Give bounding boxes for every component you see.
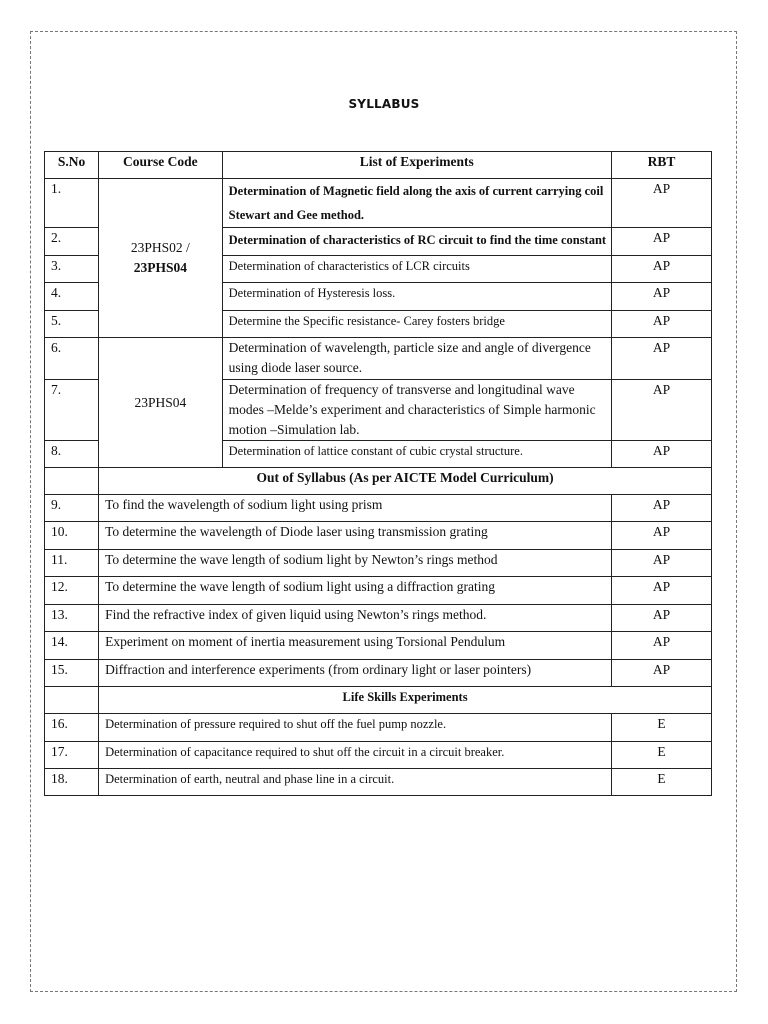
rbt-cell: AP bbox=[611, 577, 711, 605]
experiment-cell: Determination of characteristics of LCR circuits bbox=[222, 256, 611, 283]
row-sno: 8. bbox=[45, 441, 99, 468]
row-sno: 3. bbox=[45, 256, 99, 283]
rbt-cell: AP bbox=[611, 522, 711, 550]
rbt-cell: AP bbox=[611, 338, 711, 380]
experiment-cell: Determination of pressure required to shut off the fuel pump nozzle. bbox=[99, 714, 612, 742]
row-sno: 12. bbox=[45, 577, 99, 605]
experiment-cell: Determination of frequency of transverse and longitudinal wave modes –Melde’s experiment and characteristics of Simple harmonic motion –Simulation lab. bbox=[222, 380, 611, 441]
course-code-cell: 23PHS04 bbox=[99, 338, 223, 468]
rbt-cell: AP bbox=[611, 380, 711, 441]
section-heading-life-skills: Life Skills Experiments bbox=[99, 687, 712, 714]
experiment-cell: Determination of capacitance required to shut off the circuit in a circuit breaker. bbox=[99, 742, 612, 769]
rbt-cell: AP bbox=[611, 632, 711, 660]
table-row bbox=[45, 632, 712, 660]
course-code-line1: 23PHS02 / bbox=[130, 240, 190, 255]
row-sno: 18. bbox=[45, 769, 99, 796]
table-row bbox=[45, 550, 712, 577]
rbt-cell: AP bbox=[611, 550, 711, 577]
table-row bbox=[45, 605, 712, 632]
table-row bbox=[45, 714, 712, 742]
rbt-cell: AP bbox=[611, 256, 711, 283]
table-row bbox=[45, 495, 712, 522]
table-header-row bbox=[45, 152, 712, 179]
table-row bbox=[45, 742, 712, 769]
row-sno: 15. bbox=[45, 660, 99, 687]
table-row bbox=[45, 577, 712, 605]
section-heading-out-of-syllabus: Out of Syllabus (As per AICTE Model Curriculum) bbox=[99, 468, 712, 495]
rbt-cell: AP bbox=[611, 179, 711, 228]
experiment-cell: Diffraction and interference experiments (from ordinary light or laser pointers) bbox=[99, 660, 612, 687]
rbt-cell: AP bbox=[611, 495, 711, 522]
course-code-line2: 23PHS04 bbox=[133, 260, 187, 275]
experiment-cell: Determination of earth, neutral and phase line in a circuit. bbox=[99, 769, 612, 796]
row-sno: 11. bbox=[45, 550, 99, 577]
syllabus-table bbox=[44, 151, 712, 796]
row-sno: 1. bbox=[45, 179, 99, 228]
header-rbt: RBT bbox=[611, 152, 711, 179]
experiment-cell: Find the refractive index of given liquid using Newton’s rings method. bbox=[99, 605, 612, 632]
rbt-cell: E bbox=[611, 714, 711, 742]
experiment-cell: To find the wavelength of sodium light using prism bbox=[99, 495, 612, 522]
section-row bbox=[45, 687, 712, 714]
row-sno: 5. bbox=[45, 311, 99, 338]
row-sno: 6. bbox=[45, 338, 99, 380]
experiment-cell: Determine the Specific resistance- Carey fosters bridge bbox=[222, 311, 611, 338]
experiment-cell: Determination of characteristics of RC circuit to find the time constant bbox=[222, 228, 611, 256]
rbt-cell: AP bbox=[611, 311, 711, 338]
row-sno: 10. bbox=[45, 522, 99, 550]
table-row bbox=[45, 660, 712, 687]
rbt-cell: AP bbox=[611, 441, 711, 468]
experiment-cell: Determination of wavelength, particle size and angle of divergence using diode laser source. bbox=[222, 338, 611, 380]
row-sno: 4. bbox=[45, 283, 99, 311]
experiment-cell: Determination of lattice constant of cubic crystal structure. bbox=[222, 441, 611, 468]
experiment-cell: Experiment on moment of inertia measurement using Torsional Pendulum bbox=[99, 632, 612, 660]
row-sno: 16. bbox=[45, 714, 99, 742]
experiment-cell: To determine the wavelength of Diode laser using transmission grating bbox=[99, 522, 612, 550]
course-code-cell bbox=[99, 179, 223, 338]
table-row bbox=[45, 522, 712, 550]
row-sno: 14. bbox=[45, 632, 99, 660]
empty-cell bbox=[45, 687, 99, 714]
rbt-cell: AP bbox=[611, 605, 711, 632]
page-title: SYLLABUS bbox=[348, 97, 420, 111]
rbt-cell: AP bbox=[611, 228, 711, 256]
experiment-cell: Determination of Hysteresis loss. bbox=[222, 283, 611, 311]
header-course-code: Course Code bbox=[99, 152, 223, 179]
row-sno: 9. bbox=[45, 495, 99, 522]
experiment-cell: Determination of Magnetic field along the axis of current carrying coil Stewart and Gee method. bbox=[222, 179, 611, 228]
header-list-of-experiments: List of Experiments bbox=[222, 152, 611, 179]
table-row bbox=[45, 179, 712, 228]
section-row bbox=[45, 468, 712, 495]
table-row bbox=[45, 769, 712, 796]
row-sno: 2. bbox=[45, 228, 99, 256]
header-sno: S.No bbox=[45, 152, 99, 179]
experiment-cell: To determine the wave length of sodium light using a diffraction grating bbox=[99, 577, 612, 605]
experiment-cell: To determine the wave length of sodium light by Newton’s rings method bbox=[99, 550, 612, 577]
empty-cell bbox=[45, 468, 99, 495]
table-row bbox=[45, 338, 712, 380]
rbt-cell: AP bbox=[611, 660, 711, 687]
row-sno: 17. bbox=[45, 742, 99, 769]
row-sno: 13. bbox=[45, 605, 99, 632]
row-sno: 7. bbox=[45, 380, 99, 441]
rbt-cell: AP bbox=[611, 283, 711, 311]
rbt-cell: E bbox=[611, 742, 711, 769]
rbt-cell: E bbox=[611, 769, 711, 796]
